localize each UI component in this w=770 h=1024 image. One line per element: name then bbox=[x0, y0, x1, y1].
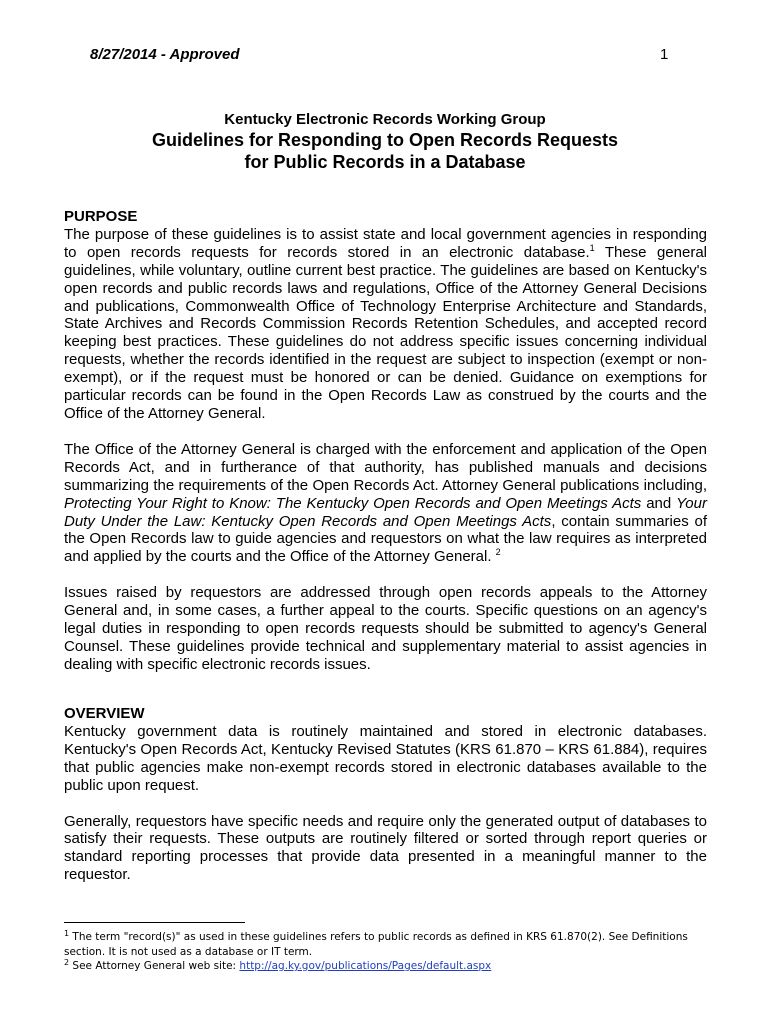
publication-title-2: Your Duty Under the Law: Kentucky Open Records and Open Meetings Acts bbox=[64, 494, 707, 530]
footnote-1 bbox=[64, 930, 714, 959]
footnotes bbox=[64, 930, 714, 974]
purpose-paragraph-2 bbox=[64, 441, 707, 566]
purpose-paragraph-1 bbox=[64, 226, 707, 423]
page-number: 1 bbox=[660, 46, 669, 63]
approval-date: 8/27/2014 - Approved bbox=[90, 46, 240, 63]
title-line-2: for Public Records in a Database bbox=[244, 152, 526, 172]
footnote-2-text: See Attorney General web site: bbox=[69, 960, 240, 972]
footnote-divider bbox=[64, 922, 245, 923]
purpose-p1-text-b: These general guidelines, while voluntary, outline current best practice. The guidelines are based on Kentucky's open records and public records laws and regulations, Office of the Attorney General Decisions and publications, Commonwealth Office of Technology Enterprise Architecture and Standards, State Archives and Records Commission Records Retention Schedules, and accepted record keeping best practices. These guidelines do not address specific issues concerning individual requests, whether the records identified in the request are subject to inspection (exempt or non-exempt), or if the request must be honored or can be denied. Guidance on exemptions for particular records can be found in the Open Records Law as construed by the courts and the Office of the Attorney General. bbox=[64, 243, 708, 422]
purpose-p2-text-a: The Office of the Attorney General is charged with the enforcement and application of the Open Records Act, and in furtherance of that authority, has published manuals and decisions summarizing the requirements of the Open Records Act. Attorney General publications including, bbox=[64, 440, 707, 494]
overview-paragraph-2: Generally, requestors have specific needs and require only the generated output of databases to satisfy their requests. These outputs are routinely filtered or sorted through report queries or standard reporting processes that provide data presented in a meaningful manner to the requestor. bbox=[64, 812, 707, 884]
footnote-2-number: 2 bbox=[64, 958, 70, 967]
footnote-1-text: The term "record(s)" as used in these guidelines refers to public records as defined in KRS 61.870(2). See Definitions section. It is not used as a database or IT term. bbox=[64, 931, 688, 958]
footnote-1-number: 1 bbox=[64, 929, 70, 938]
purpose-p1-text-a: The purpose of these guidelines is to assist state and local government agencies in responding to open records requests for records stored in an electronic database. bbox=[64, 225, 707, 261]
footnote-2 bbox=[64, 959, 714, 974]
footnote-ref-2[interactable]: 2 bbox=[495, 547, 501, 558]
organization-name: Kentucky Electronic Records Working Group bbox=[224, 111, 546, 128]
purpose-section bbox=[64, 208, 707, 674]
purpose-heading: PURPOSE bbox=[64, 208, 138, 225]
purpose-p2-text-c: , contain summaries of the Open Records law to guide agencies and requestors on what the law requires as interpreted and applied by the courts and the Office of the Attorney General. bbox=[64, 512, 707, 566]
overview-paragraph-1: Kentucky government data is routinely maintained and stored in electronic databases. Kentucky's Open Records Act, Kentucky Revised Statutes (KRS 61.870 – KRS 61.884), requires that public agencies make non-exempt records stored in electronic databases available to the public upon request. bbox=[64, 722, 707, 794]
document-title bbox=[0, 129, 770, 173]
overview-heading: OVERVIEW bbox=[64, 705, 145, 722]
title-line-1: Guidelines for Responding to Open Records Requests bbox=[151, 130, 619, 150]
attorney-general-link[interactable]: http://ag.ky.gov/publications/Pages/default.aspx bbox=[239, 960, 492, 972]
publication-title-1: Protecting Your Right to Know: The Kentucky Open Records and Open Meetings Acts bbox=[64, 494, 642, 512]
footnote-ref-1[interactable]: 1 bbox=[589, 242, 595, 253]
purpose-p2-text-b: and bbox=[641, 494, 677, 512]
purpose-paragraph-3: Issues raised by requestors are addressed through open records appeals to the Attorney General and, in some cases, a further appeal to the courts. Specific questions on an agency's legal duties in responding to open records requests should be submitted to agency's General Counsel. These guidelines provide technical and supplementary material to assist agencies in dealing with specific electronic records issues. bbox=[64, 584, 707, 673]
overview-section bbox=[64, 705, 707, 884]
